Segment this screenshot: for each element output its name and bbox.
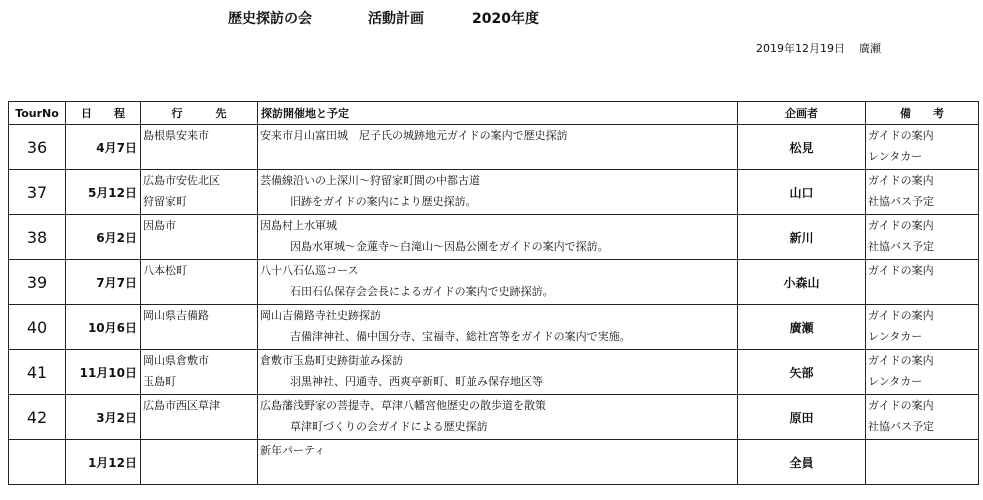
plan-line: 広島藩浅野家の菩提寺、草津八幡宮他歴史の散歩道を散策 <box>260 399 546 412</box>
activity-plan-table <box>8 101 979 485</box>
table-row <box>9 215 979 260</box>
plan-cell <box>258 395 738 440</box>
schedule-cell: 11月10日 <box>66 350 141 395</box>
remarks-cell <box>866 350 979 395</box>
remarks-line: ガイドの案内 <box>868 309 934 322</box>
tour-no-cell: 39 <box>9 260 66 305</box>
tour-no-cell: 38 <box>9 215 66 260</box>
destination-line: 八本松町 <box>143 264 187 277</box>
plan-detail-line: 草津町づくりの会ガイドによる歴史探訪 <box>290 420 488 433</box>
table-row <box>9 350 979 395</box>
destination-line: 岡山県吉備路 <box>143 309 209 322</box>
remarks-line: ガイドの案内 <box>868 399 934 412</box>
destination-cell <box>141 395 258 440</box>
organizer-cell: 廣瀬 <box>738 305 866 350</box>
plan-detail-line: 因島水軍城～金蓮寺～白滝山～因島公園をガイドの案内で探訪。 <box>290 240 609 253</box>
organizer-cell: 松見 <box>738 125 866 170</box>
tour-no-cell: 40 <box>9 305 66 350</box>
organizer-cell: 原田 <box>738 395 866 440</box>
plan-year: 2020年度 <box>472 11 539 27</box>
destination-cell <box>141 125 258 170</box>
destination-line: 広島市安佐北区 <box>143 174 220 187</box>
plan-cell <box>258 170 738 215</box>
remarks-cell <box>866 260 979 305</box>
organizer-cell: 全員 <box>738 440 866 485</box>
plan-line: 倉敷市玉島町史跡街並み探訪 <box>260 354 403 367</box>
remarks-line: 社協バス予定 <box>868 195 934 208</box>
remarks-cell <box>866 215 979 260</box>
plan-cell <box>258 125 738 170</box>
plan-line: 因島村上水軍城 <box>260 219 337 232</box>
organizer-cell: 矢部 <box>738 350 866 395</box>
issue-date: 2019年12月19日 <box>756 42 845 55</box>
destination-cell <box>141 260 258 305</box>
remarks-cell <box>866 440 979 485</box>
remarks-line: ガイドの案内 <box>868 219 934 232</box>
schedule-cell: 1月12日 <box>66 440 141 485</box>
table-row <box>9 395 979 440</box>
destination-line: 岡山県倉敷市 <box>143 354 209 367</box>
destination-line: 広島市西区草津 <box>143 399 220 412</box>
destination-line: 玉島町 <box>143 375 176 388</box>
plan-line: 芸備線沿いの上深川～狩留家町間の中都古道 <box>260 174 480 187</box>
remarks-cell <box>866 305 979 350</box>
tour-no-cell: 36 <box>9 125 66 170</box>
destination-cell <box>141 215 258 260</box>
table-row <box>9 440 979 485</box>
plan-line: 安来市月山富田城 尼子氏の城跡地元ガイドの案内で歴史探訪 <box>260 129 568 142</box>
document-title <box>0 8 983 30</box>
col-organizer: 企画者 <box>738 102 866 125</box>
plan-detail-line: 吉備津神社、備中国分寺、宝福寺、総社宮等をガイドの案内で実施。 <box>290 330 631 343</box>
org-name: 歴史探訪の会 <box>228 11 312 27</box>
table-row <box>9 170 979 215</box>
col-remarks: 備 考 <box>866 102 979 125</box>
destination-cell <box>141 440 258 485</box>
tour-no-cell <box>9 440 66 485</box>
remarks-line: レンタカー <box>868 150 923 163</box>
remarks-cell <box>866 170 979 215</box>
plan-detail-line: 羽黒神社、円通寺、西爽亭新町、町並み保存地区等 <box>290 375 543 388</box>
destination-cell <box>141 350 258 395</box>
plan-detail-line: 石田石仏保存会会長によるガイドの案内で史跡探訪。 <box>290 285 554 298</box>
table-header-row <box>9 102 979 125</box>
schedule-cell: 10月6日 <box>66 305 141 350</box>
schedule-cell: 7月7日 <box>66 260 141 305</box>
schedule-cell: 3月2日 <box>66 395 141 440</box>
table-row <box>9 305 979 350</box>
tour-no-cell: 42 <box>9 395 66 440</box>
destination-line: 因島市 <box>143 219 176 232</box>
schedule-cell: 5月12日 <box>66 170 141 215</box>
remarks-line: 社協バス予定 <box>868 420 934 433</box>
tour-no-cell: 41 <box>9 350 66 395</box>
remarks-line: レンタカー <box>868 375 923 388</box>
plan-detail-line: 旧跡をガイドの案内により歴史探訪。 <box>290 195 477 208</box>
plan-line: 岡山吉備路寺社史跡探訪 <box>260 309 381 322</box>
organizer-cell: 新川 <box>738 215 866 260</box>
plan-cell <box>258 440 738 485</box>
author-name: 廣瀬 <box>859 42 881 55</box>
plan-cell <box>258 350 738 395</box>
organizer-cell: 山口 <box>738 170 866 215</box>
remarks-line: ガイドの案内 <box>868 264 934 277</box>
plan-cell <box>258 305 738 350</box>
table-row <box>9 125 979 170</box>
schedule-cell: 6月2日 <box>66 215 141 260</box>
remarks-line: ガイドの案内 <box>868 129 934 142</box>
plan-line: 新年パーティ <box>260 444 326 457</box>
remarks-cell <box>866 125 979 170</box>
remarks-line: ガイドの案内 <box>868 354 934 367</box>
organizer-cell: 小森山 <box>738 260 866 305</box>
table-row <box>9 260 979 305</box>
destination-line: 島根県安来市 <box>143 129 209 142</box>
remarks-line: 社協バス予定 <box>868 240 934 253</box>
plan-cell <box>258 215 738 260</box>
col-tour-no: TourNo <box>9 102 66 125</box>
destination-cell <box>141 305 258 350</box>
plan-line: 八十八石仏巡コース <box>260 264 359 277</box>
plan-title: 活動計画 <box>368 11 424 27</box>
col-destination: 行 先 <box>141 102 258 125</box>
destination-cell <box>141 170 258 215</box>
destination-line: 狩留家町 <box>143 195 187 208</box>
col-schedule: 日 程 <box>66 102 141 125</box>
schedule-cell: 4月7日 <box>66 125 141 170</box>
plan-cell <box>258 260 738 305</box>
tour-no-cell: 37 <box>9 170 66 215</box>
remarks-cell <box>866 395 979 440</box>
date-author <box>756 40 895 56</box>
remarks-line: ガイドの案内 <box>868 174 934 187</box>
remarks-line: レンタカー <box>868 330 923 343</box>
col-plan: 探訪開催地と予定 <box>258 102 738 125</box>
